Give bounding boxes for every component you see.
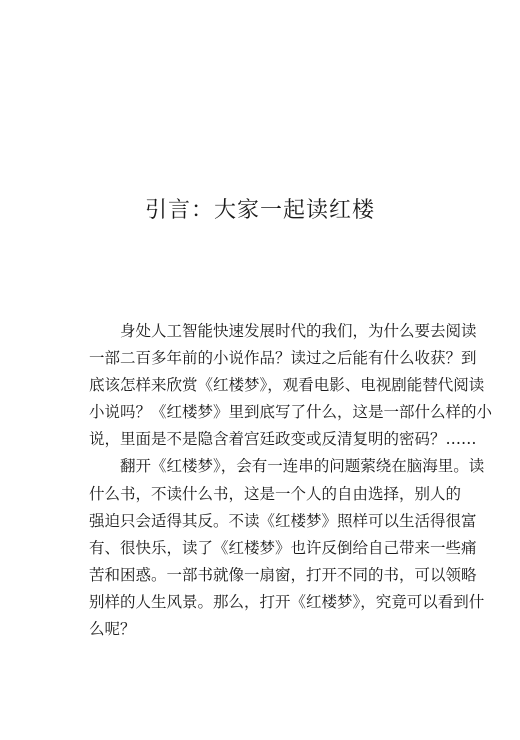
paragraph-1: [89, 318, 493, 453]
page-title: 引言：大家一起读红楼: [144, 198, 375, 223]
text-line: 苦和困惑。一部书就像一扇窗，打开不同的书，可以领略: [89, 565, 477, 584]
text-line: 别样的人生风景。那么，打开《红楼梦》，究竟可以看到什: [89, 592, 485, 611]
text-line: 身处人工智能快速发展时代的我们，为什么要去阅读: [120, 322, 477, 340]
text-line: 小说吗？《红楼梦》里到底写了什么，这是一部什么样的小: [89, 403, 493, 422]
text-line: 有、很快乐，读了《红楼梦》也许反倒给自己带来一些痛: [89, 538, 477, 557]
text-line: 底该怎样来欣赏《红楼梦》，观看电影、电视剧能替代阅读: [89, 376, 485, 395]
text-line: 强迫只会适得其反。不读《红楼梦》照样可以生活得很富: [89, 511, 477, 530]
text-line: 说，里面是不是隐含着宫廷政变或反清复明的密码？……: [89, 430, 477, 449]
text-line: 一部二百多年前的小说作品？读过之后能有什么收获？到: [89, 349, 477, 368]
text-line: 么呢？: [89, 620, 136, 639]
text-line: 什么书，不读什么书，这是一个人的自由选择，别人的: [89, 484, 462, 503]
body-text: [89, 318, 493, 643]
paragraph-2: [89, 453, 485, 643]
text-line: 翻开《红楼梦》，会有一连串的问题萦绕在脑海里。读: [120, 457, 485, 476]
